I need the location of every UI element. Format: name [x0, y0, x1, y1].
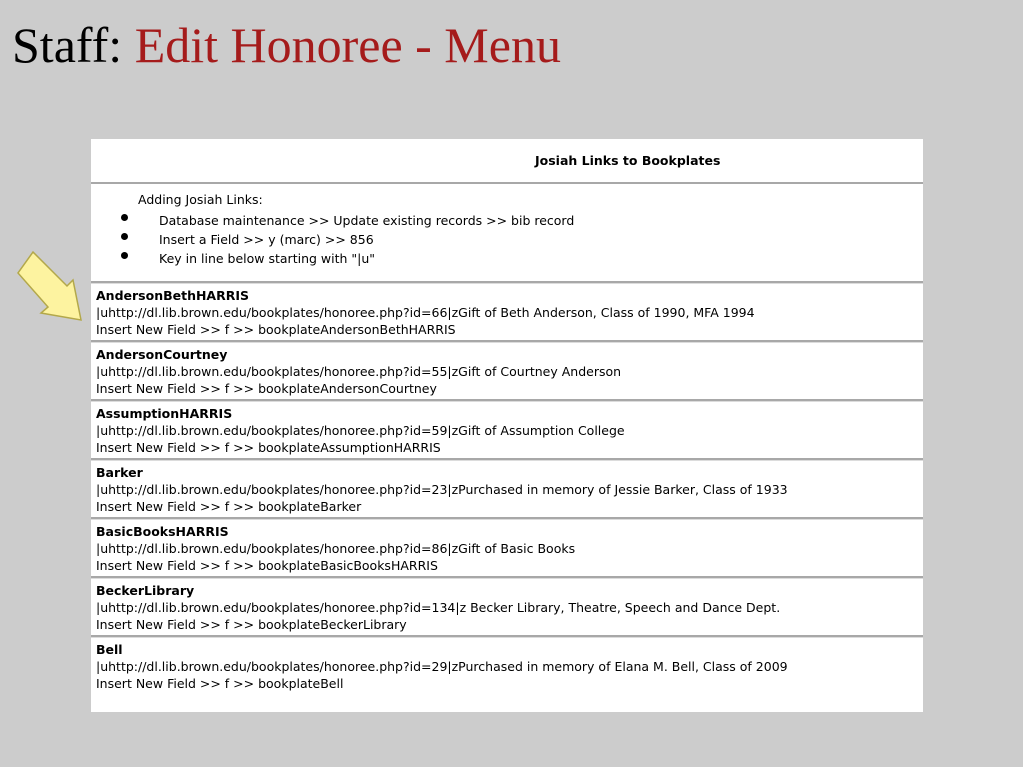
- honoree-name[interactable]: BeckerLibrary: [96, 583, 195, 598]
- insert-field-line: Insert New Field >> f >> bookplateAndersonCourtney: [96, 381, 437, 396]
- insert-field-line: Insert New Field >> f >> bookplateBeckerLibrary: [96, 617, 407, 632]
- instructions-intro: Adding Josiah Links:: [138, 192, 263, 207]
- insert-field-line: Insert New Field >> f >> bookplateAndersonBethHARRIS: [96, 322, 456, 337]
- panel-header: Josiah Links to Bookplates: [91, 139, 923, 184]
- bullet-icon: [121, 252, 128, 259]
- honoree-record: [91, 519, 923, 578]
- slide-title: [12, 14, 561, 76]
- insert-field-line: Insert New Field >> f >> bookplateBarker: [96, 499, 362, 514]
- bullet-icon: [121, 233, 128, 240]
- honoree-name[interactable]: BasicBooksHARRIS: [96, 524, 229, 539]
- honoree-url-line: |uhttp://dl.lib.brown.edu/bookplates/honoree.php?id=29|zPurchased in memory of Elana M. Bell, Class of 2009: [96, 659, 788, 674]
- honoree-url-line: |uhttp://dl.lib.brown.edu/bookplates/honoree.php?id=23|zPurchased in memory of Jessie Barker, Class of 1933: [96, 482, 788, 497]
- title-prefix: Staff:: [12, 17, 123, 73]
- honoree-record: [91, 460, 923, 519]
- bullet-icon: [121, 214, 128, 221]
- honoree-name[interactable]: AssumptionHARRIS: [96, 406, 233, 421]
- instructions-list: [121, 211, 574, 268]
- honoree-record: [91, 637, 923, 696]
- arrow-down-right-icon: [16, 250, 84, 322]
- honoree-url-line: |uhttp://dl.lib.brown.edu/bookplates/honoree.php?id=55|zGift of Courtney Anderson: [96, 364, 622, 379]
- step-text: Insert a Field >> y (marc) >> 856: [159, 232, 374, 247]
- honoree-name[interactable]: AndersonCourtney: [96, 347, 228, 362]
- honoree-name[interactable]: AndersonBethHARRIS: [96, 288, 250, 303]
- honoree-name[interactable]: Bell: [96, 642, 123, 657]
- honoree-name[interactable]: Barker: [96, 465, 143, 480]
- insert-field-line: Insert New Field >> f >> bookplateBasicBooksHARRIS: [96, 558, 438, 573]
- list-item: [121, 230, 574, 249]
- honoree-url-line: |uhttp://dl.lib.brown.edu/bookplates/honoree.php?id=134|z Becker Library, Theatre, Speech and Dance Dept.: [96, 600, 781, 615]
- insert-field-line: Insert New Field >> f >> bookplateBell: [96, 676, 344, 691]
- honoree-record: [91, 578, 923, 637]
- insert-field-line: Insert New Field >> f >> bookplateAssumptionHARRIS: [96, 440, 441, 455]
- step-text: Database maintenance >> Update existing records >> bib record: [159, 213, 575, 228]
- list-item: [121, 249, 574, 268]
- honoree-url-line: |uhttp://dl.lib.brown.edu/bookplates/honoree.php?id=66|zGift of Beth Anderson, Class of 1990, MFA 1994: [96, 305, 755, 320]
- honoree-url-line: |uhttp://dl.lib.brown.edu/bookplates/honoree.php?id=86|zGift of Basic Books: [96, 541, 576, 556]
- list-item: [121, 211, 574, 230]
- instructions: [91, 184, 923, 283]
- honoree-url-line: |uhttp://dl.lib.brown.edu/bookplates/honoree.php?id=59|zGift of Assumption College: [96, 423, 625, 438]
- honoree-record: [91, 401, 923, 460]
- bookplate-links-panel: [91, 139, 923, 712]
- step-text: Key in line below starting with "|u": [159, 251, 376, 266]
- honoree-record: [91, 342, 923, 401]
- honoree-record: [91, 283, 923, 342]
- title-main: Edit Honoree - Menu: [134, 17, 561, 73]
